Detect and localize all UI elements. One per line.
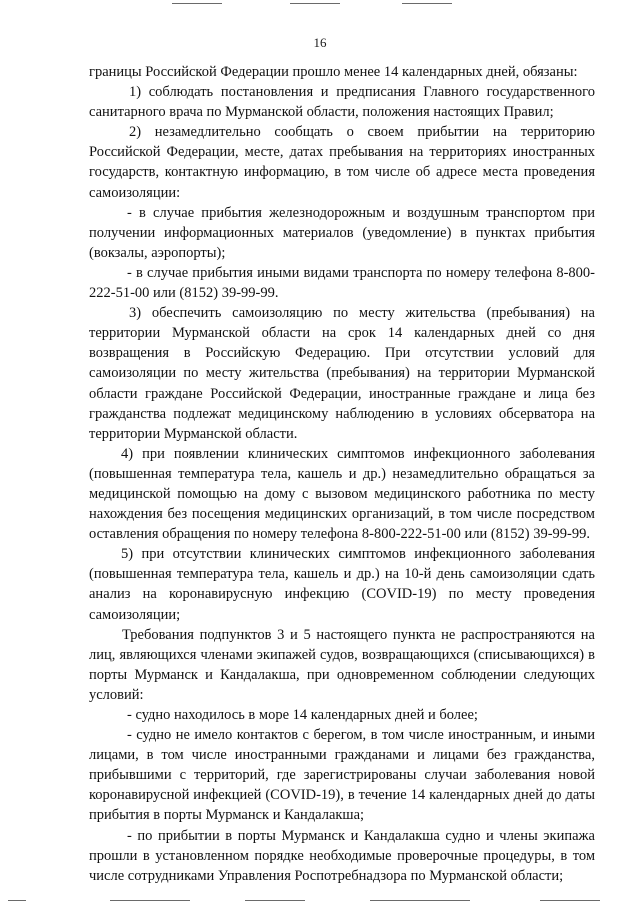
- page-number: 16: [313, 35, 327, 50]
- scan-mark-top-right: [402, 3, 452, 4]
- paragraph-item-2: 2) незамедлительно сообщать о своем прибытии на территорию Российской Федерации, месте, датах пребывания на территориях иностранных государств, контактную информацию, в том числе об адресе места проведения самоизоляции:: [89, 124, 595, 201]
- scan-mark-bottom-5: [540, 900, 600, 901]
- scan-mark-bottom-4: [370, 900, 470, 901]
- paragraph-item-5: 5) при отсутствии клинических симптомов инфекционного заболевания (повышенная температура тела, кашель и др.) на 10-й день самоизоляции сдать анализ на коронавирусную инфекцию (COVID-19) по месту проведения самоизоляции;: [89, 546, 595, 623]
- paragraph-item-2-other: - в случае прибытия иными видами транспорта по номеру телефона 8-800-222-51-00 или (8152) 39-99-99.: [89, 264, 595, 302]
- paragraph-item-2-rail: - в случае прибытия железнодорожным и воздушным транспортом при получении информационных материалов (уведомление) в пунктах прибытия (вокзалы, аэропорты);: [89, 204, 595, 261]
- paragraph-item-3: 3) обеспечить самоизоляцию по месту жительства (пребывания) на территории Мурманской области на срок 14 календарных дней со дня возвращения в Российскую Федерацию. При отсутствии условий для самоизоляции по месту жительства (пребывания) на территории Мурманской области граждане Российской Федерации, иностранные граждане и лица без гражданства подлежат медицинскому наблюдению в условиях обсерватора на территории Мурманской области.: [89, 305, 595, 442]
- paragraph-condition-1: - судно находилось в море 14 календарных дней и более;: [127, 707, 478, 723]
- scan-mark-top-left: [172, 3, 222, 4]
- paragraph-condition-2: - судно не имело контактов с берегом, в том числе иностранным, и иными лицами, в том числе иностранными гражданами и лицами без гражданства, прибывшими с территорий, где зарегистрированы случаи заболевания новой коронавирусной инфекцией (COVID-19), в течение 14 календарных дней до даты прибытия в порты Мурманск и Кандалакша;: [89, 727, 595, 824]
- document-body: [89, 62, 595, 886]
- scan-mark-bottom-2: [110, 900, 190, 901]
- scan-mark-bottom-1: [8, 900, 26, 901]
- paragraph-item-1: 1) соблюдать постановления и предписания Главного государственного санитарного врача по Мурманской области, положения настоящих Правил;: [89, 84, 595, 121]
- paragraph-exceptions: Требования подпунктов 3 и 5 настоящего пункта не распространяются на лиц, являющихся членами экипажей судов, возвращающихся (списывающихся) в порты Мурманск и Кандалакша, при одновременном соблюдении следующих условий:: [89, 626, 595, 703]
- scan-mark-bottom-3: [245, 900, 305, 901]
- paragraph-continuation: границы Российской Федерации прошло менее 14 календарных дней, обязаны:: [89, 64, 578, 80]
- scan-mark-top-center: [290, 3, 340, 4]
- paragraph-item-4: 4) при появлении клинических симптомов инфекционного заболевания (повышенная температура тела, кашель и др.) незамедлительно обращаться за медицинской помощью на дому с вызовом медицинского работника по месту нахождения без посещения медицинских организаций, в том числе посредством оставления обращения по номеру телефона 8-800-222-51-00 или (8152) 39-99-99.: [89, 445, 595, 543]
- paragraph-condition-3: - по прибытии в порты Мурманск и Кандалакша судно и члены экипажа прошли в установленном порядке необходимые проверочные процедуры, в том числе сотрудниками Управления Роспотребнадзора по Мурманской области;: [89, 827, 595, 884]
